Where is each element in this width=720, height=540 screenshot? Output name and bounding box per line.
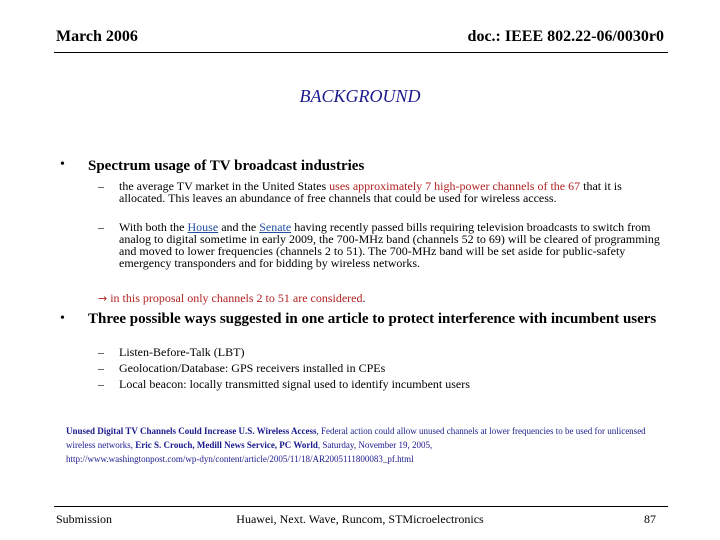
slide-title: BACKGROUND: [299, 86, 421, 106]
footer-rule: [54, 506, 668, 507]
dash-marker: –: [98, 377, 104, 391]
700mhz-text-end: having recently passed bills requiring television broadcasts to switch from analog to digital sometime in early 2009, the 700-MHz band (channels 52 to 69) will be cleared of programming and moved to lower frequencies (channels 2 to 51). The 700-MHz band will be set aside for public-safety emergency transponders and for bidding by wireless networks.: [119, 220, 660, 270]
conclusion-line: [98, 292, 668, 305]
sub-bullet-lbt: Listen-Before-Talk (LBT): [119, 345, 245, 359]
dash-marker: –: [98, 361, 104, 375]
reference-title: Unused Digital TV Channels Could Increase U.S. Wireless Access: [66, 426, 317, 436]
bullet-interference-protection: Three possible ways suggested in one article to protect interference with incumbent users: [88, 311, 657, 327]
bullet-marker: •: [60, 311, 65, 326]
reference-body: , Federal action could allow unused channels at lower frequencies to be used for unlicensed wireless networks,: [66, 426, 646, 450]
dash-marker: –: [98, 220, 104, 234]
dash-marker: –: [98, 179, 104, 193]
reference-date: , Saturday, November 19, 2005,: [317, 440, 433, 450]
arrow-icon: →: [98, 292, 108, 305]
sub-bullet-beacon: Local beacon: locally transmitted signal used to identify incumbent users: [119, 377, 470, 391]
footer-submission: Submission: [56, 512, 113, 526]
700mhz-text: and the: [218, 220, 260, 234]
bullet-spectrum-usage: Spectrum usage of TV broadcast industries: [88, 158, 365, 174]
header-date: March 2006: [56, 28, 138, 45]
footer-authors: Huawei, Next. Wave, Runcom, STMicroelectronics: [236, 512, 484, 526]
bullet-marker: •: [60, 157, 65, 172]
reference-citation: [66, 424, 676, 466]
reference-url[interactable]: http://www.washingtonpost.com/wp-dyn/content/article/2005/11/18/AR2005111800083_pf.html: [66, 454, 414, 464]
tv-market-highlight: uses approximately 7 high-power channels of the 67: [329, 179, 581, 193]
house-link[interactable]: House: [187, 220, 219, 234]
tv-market-text-end: that it is allocated. This leaves an abundance of free channels that could be used for wireless access.: [119, 179, 622, 205]
footer-page-number: 87: [644, 512, 656, 526]
reference-author: Eric S. Crouch, Medill News Service, PC World: [135, 440, 318, 450]
sub-bullet-geolocation: Geolocation/Database: GPS receivers installed in CPEs: [119, 361, 386, 375]
senate-link[interactable]: Senate: [259, 220, 292, 234]
sub-bullet-tv-market: [119, 180, 667, 204]
dash-marker: –: [98, 345, 104, 359]
700mhz-text: With both the: [119, 220, 188, 234]
header-doc-id: doc.: IEEE 802.22-06/0030r0: [467, 28, 664, 45]
tv-market-text: the average TV market in the United States: [119, 179, 330, 193]
conclusion-text: in this proposal only channels 2 to 51 are considered: [107, 291, 363, 305]
header-rule: [54, 52, 668, 53]
sub-bullet-700mhz: [119, 221, 667, 269]
conclusion-period: .: [362, 291, 366, 305]
